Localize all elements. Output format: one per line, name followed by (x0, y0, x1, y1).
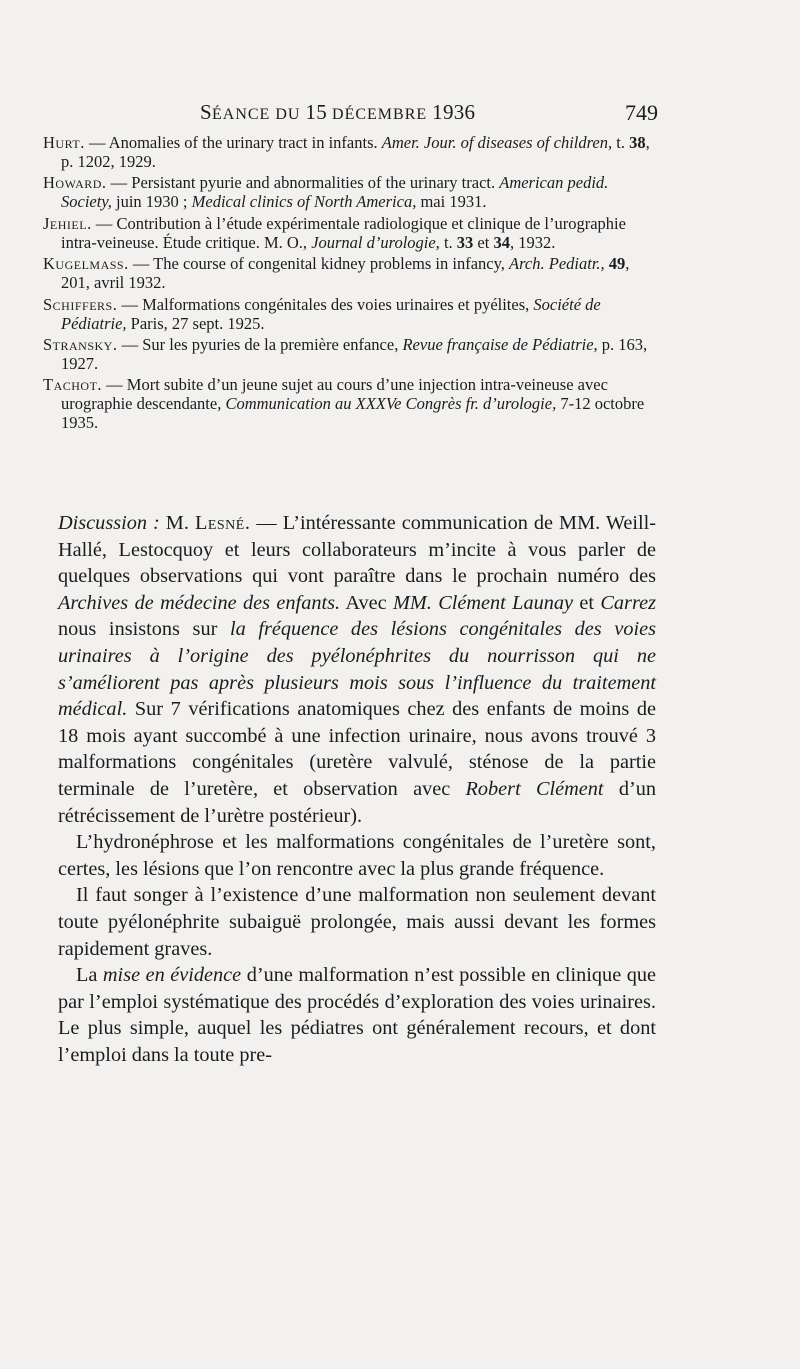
header-title-part: DÉCEMBRE (327, 106, 433, 123)
reference-text: , p. 1202, 1929. (61, 133, 650, 171)
reference-text: mai 1931. (416, 192, 487, 212)
reference-text: — Sur les pyuries de la première enfance, (117, 334, 403, 354)
reference-text: — Contribution à l’étude expérimentale radiologique et clinique de l’urographie intra-veineuse. Étude critique. M. O., (61, 213, 626, 252)
reference-source: Société de Pédiatrie, (61, 294, 601, 333)
reference-text: — Malformations congénitales des voies urinaires et pyélites, (117, 294, 534, 314)
reference-text: Paris, 27 sept. 1925. (126, 313, 265, 333)
header-title-part: ÉANCE DU (211, 106, 306, 123)
paragraph-text: M. (159, 512, 195, 534)
reference-author: Hurt. (43, 133, 85, 152)
reference-author: Tachot. (43, 375, 103, 395)
reference-volume: 34 (493, 232, 510, 252)
paragraph-text: — L’intéressante communication de MM. Weill-Hallé, Lestocquoy et leurs collaborateurs m’incite à vous parler de quelques observations qui vont paraître dans le prochain numéro des (58, 512, 657, 588)
page-number: 749 (625, 100, 658, 125)
paragraph-text: nous insistons sur (58, 618, 230, 641)
author-names: Robert Clément (465, 777, 604, 800)
reference-source: American pedid. Society, (61, 173, 609, 212)
reference-volume: 33 (456, 232, 474, 252)
header-title-part: S (200, 100, 212, 124)
reference-author: Stransky. (43, 334, 118, 354)
reference-entry (43, 295, 658, 333)
reference-text: et (473, 232, 494, 252)
reference-source: Communication au XXXVe Congrès fr. d’urologie, (225, 394, 557, 414)
paragraph-text: Avec (340, 591, 393, 614)
reference-source: Arch. Pediatr., (509, 254, 605, 274)
reference-text: — Persistant pyurie and abnormalities of the urinary tract. (106, 173, 500, 193)
reference-text: t. (439, 232, 457, 252)
reference-text: , 1932. (509, 232, 556, 252)
reference-author: Kugelmass. (43, 254, 129, 274)
emphasized-text: mise en évidence (102, 964, 242, 987)
paragraph (58, 962, 656, 1068)
paragraph: L’hydronéphrose et les malformations congénitales de l’uretère sont, certes, les lésions que l’on rencontre avec la plus grande fréquence. (58, 831, 656, 880)
reference-entry (43, 335, 658, 373)
reference-entry (43, 254, 658, 292)
discussion-label: Discussion : (58, 512, 160, 534)
reference-text: — Mort subite d’un jeune sujet au cours d’une injection intra-veineuse avec urographie descendante, (61, 375, 608, 414)
reference-source: Amer. Jour. of diseases of children, (381, 133, 613, 152)
author-names: MM. Clément Launay (392, 591, 574, 614)
journal-title: Archives de médecine des enfants. (58, 591, 341, 614)
reference-author: Schiffers. (43, 294, 118, 314)
reference-text: 7-12 octobre 1935. (61, 394, 645, 433)
author-names: Carrez (600, 591, 656, 614)
reference-text: , 201, avril 1932. (61, 254, 630, 293)
paragraph (58, 510, 656, 829)
paragraph-text: La (76, 964, 103, 987)
paragraph: Il faut songer à l’existence d’une malformation non seulement devant toute pyélonéphrite subaiguë prolongée, mais aussi devant les formes rapidement graves. (58, 884, 656, 960)
reference-entry (43, 214, 658, 252)
bibliography (43, 133, 658, 435)
paragraph-text: d’une malformation n’est possible en clinique que par l’emploi systématique des procédés d’exploration des voies urinaires. Le plus simple, auquel les pédiatres ont généralement recours, et dont l’emploi dans la toute pre- (58, 964, 656, 1066)
emphasized-text: la fréquence des lésions congénitales des voies urinaires à l’origine des pyélonéphrites du nourrisson qui ne s’améliorent pas après plusieurs mois sous l’influence du traitement médical. (58, 618, 656, 721)
reference-text: juin 1930 ; (111, 192, 192, 212)
reference-entry (43, 375, 658, 432)
reference-source: Medical clinics of North America, (191, 192, 417, 212)
reference-entry (43, 173, 658, 211)
reference-author: Jehiel. (43, 213, 92, 233)
reference-text: p. 163, 1927. (61, 334, 648, 373)
reference-source: Journal d’urologie, (311, 232, 440, 252)
reference-text: — The course of congenital kidney problems in infancy, (128, 254, 510, 274)
paragraph-text: et (573, 591, 601, 614)
reference-source: Revue française de Pédiatrie, (402, 334, 598, 354)
paragraph-text: Sur 7 vérifications anatomiques chez des enfants de moins de 18 mois ayant succombé à une infection urinaire, nous avons trouvé 3 malformations congénitales (uretère valvulé, sténose de la partie terminale de l’uretère, et observation avec (58, 698, 656, 800)
reference-volume: 38 (629, 133, 646, 152)
reference-text: — Anomalies of the urinary tract in infants. (84, 133, 382, 152)
header-title-part: 15 (305, 100, 328, 124)
running-header (60, 100, 658, 130)
speaker-name: Lesné. (194, 512, 251, 534)
reference-volume: 49 (608, 254, 626, 274)
reference-author: Howard. (43, 173, 107, 193)
header-title (200, 100, 475, 125)
header-title-part: 1936 (432, 100, 476, 124)
reference-entry (43, 133, 658, 171)
reference-text: t. (612, 133, 630, 152)
paragraph-text: d’un rétrécissement de l’urètre postérieur). (58, 777, 657, 827)
discussion-text (58, 510, 656, 1068)
